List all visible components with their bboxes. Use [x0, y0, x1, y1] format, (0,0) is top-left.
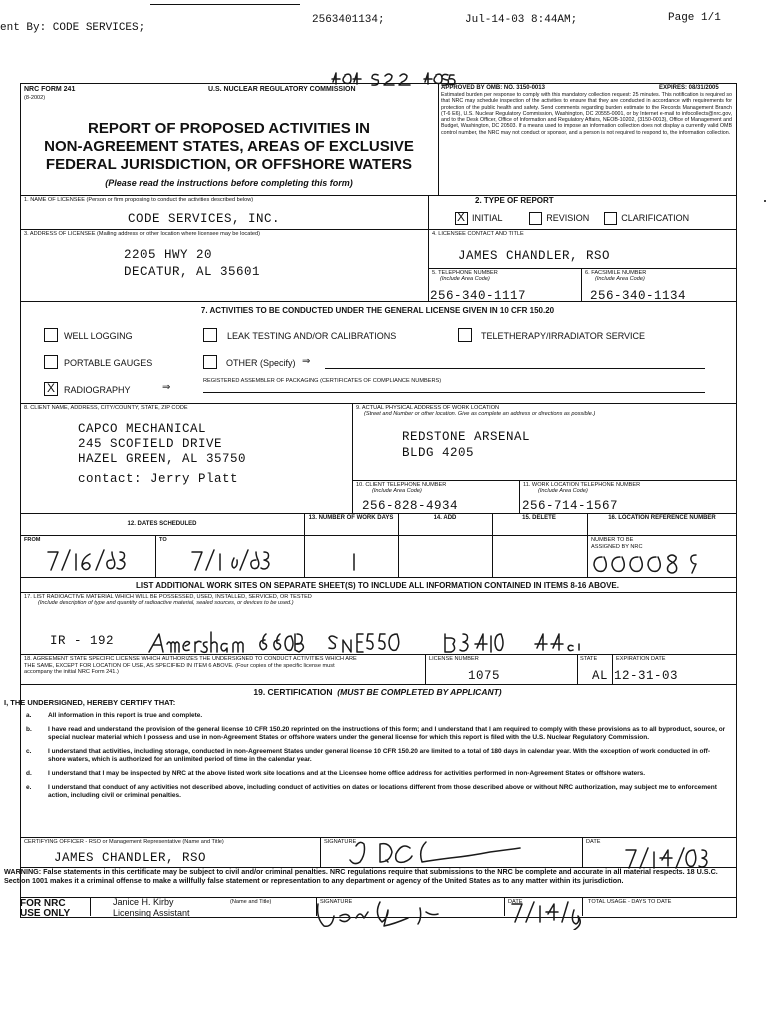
license-expiration: 12-31-03 [614, 669, 679, 683]
item1-label: 1. NAME OF LICENSEE (Person or firm proposing to conduct the activities described below) [24, 197, 254, 203]
handwritten-location-reference [592, 553, 712, 575]
client-city: HAZEL GREEN, AL 35750 [78, 452, 247, 466]
client-street: 245 SCOFIELD DRIVE [78, 437, 223, 451]
total-usage-label: TOTAL USAGE - DAYS TO DATE [588, 899, 672, 905]
handwritten-from-date [46, 548, 126, 574]
item7-label: 7. ACTIVITIES TO BE CONDUCTED UNDER THE GENERAL LICENSE GIVEN IN 10 CFR 150.20 [200, 306, 555, 315]
omb-approval: APPROVED BY OMB: NO. 3150-0013 [441, 85, 545, 91]
client-contact: contact: Jerry Platt [78, 472, 239, 486]
item10-label: 10. CLIENT TELEPHONE NUMBER [356, 482, 447, 488]
officer-signature [330, 838, 580, 870]
licensee-contact: JAMES CHANDLER, RSO [458, 249, 611, 263]
item5-label: 5. TELEPHONE NUMBER [432, 270, 498, 276]
licensee-name: CODE SERVICES, INC. [128, 212, 281, 226]
fax-sender: ent By: CODE SERVICES; [0, 22, 146, 34]
nrc-reviewer: Janice H. Kirby Licensing Assistant [113, 897, 190, 918]
leak-testing-checkbox[interactable] [203, 328, 217, 342]
item15-label: 15. DELETE [522, 515, 556, 521]
teletherapy-checkbox[interactable] [458, 328, 472, 342]
agency-name: U.S. NUCLEAR REGULATORY COMMISSION [208, 86, 356, 93]
certifying-officer-name: JAMES CHANDLER, RSO [54, 851, 207, 865]
certification-statements: a. All information in this report is true and complete. b. I have read and understand the provision of the general license 10 CFR 150.20 reprinted on the instructions of this form; and I understand that I am required to comply with these provisions as to all byproduct, source, or special nuclear material which I possess and use in non-Agreement States or offshore waters under the general license for which this report is filed with the U.S. Nuclear Regulatory Commission. c. I understand that activities, including storage, conducted in non-Agreement States under general license 10 CFR 150.20 are limited to a total of 180 days in calendar year. With the exception of work conducted in off-shore waters, which is authorized for an unlimited period of time in the calendar year. d. I understand that I may be inspected by NRC at the above listed work site locations and at the Licensee home office address for activities performed in non-Agreement States or offshore waters. e. I understand that conduct of any activities not described above, including conduct of activities on dates or locations different from those described above or without NRC authorization, may subject me to enforcement action, including civil or criminal penalties. [26, 712, 726, 799]
work-location-line1: REDSTONE ARSENAL [402, 430, 531, 444]
fax-page: Page 1/1 [668, 12, 721, 24]
form-instruction: (Please read the instructions before completing this form) [105, 178, 353, 188]
form-title: REPORT OF PROPOSED ACTIVITIES IN NON-AGREEMENT STATES, AREAS OF EXCLUSIVE FEDERAL JURISDICTION, OR OFFSHORE WATERS [44, 120, 414, 173]
handwritten-to-date [190, 548, 270, 574]
revision-checkbox[interactable] [529, 212, 542, 225]
item6-label: 6. FACSIMILE NUMBER [585, 270, 647, 276]
item8-label: 8. CLIENT NAME, ADDRESS, CITY/COUNTY, STATE, ZIP CODE [24, 405, 188, 411]
expiration-notice: EXPIRES: 08/31/2005 [659, 85, 719, 91]
item17-label: 17. LIST RADIOACTIVE MATERIAL WHICH WILL BE POSSESSED, USED, INSTALLED, SERVICED, OR TESTED [24, 594, 312, 600]
well-logging-checkbox[interactable] [44, 328, 58, 342]
item11-label: 11. WORK LOCATION TELEPHONE NUMBER [523, 482, 641, 488]
fax-datetime: Jul-14-03 8:44AM; [465, 14, 578, 26]
client-name: CAPCO MECHANICAL [78, 422, 207, 436]
license-state: AL [592, 669, 609, 683]
work-location-telephone: 256-714-1567 [522, 499, 619, 513]
warning-statement: WARNING: False statements in this certificate may be subject to civil and/or criminal penalties. NRC regulations require that submissions to the NRC be complete and accurate in all material respects. 18 U.S.C. Section 1001 makes it a criminal offense to make a willfully false statement or representation to any department or agency of the United States as to any matter within its jurisdiction. [4, 867, 718, 885]
item3-label: 3. ADDRESS OF LICENSEE (Mailing address or other location where licensee may be located) [24, 231, 260, 237]
item12-label: 12. DATES SCHEDULED [127, 521, 197, 527]
item13-label: 13. NUMBER OF WORK DAYS [308, 515, 394, 521]
item9-label: 9. ACTUAL PHYSICAL ADDRESS OF WORK LOCATION [356, 405, 500, 411]
portable-gauges-checkbox[interactable] [44, 355, 58, 369]
nrc-use-only-label: FOR NRC USE ONLY [20, 898, 71, 919]
list-additional-note: LIST ADDITIONAL WORK SITES ON SEPARATE SHEET(S) TO INCLUDE ALL INFORMATION CONTAINED IN ITEMS 8-16 ABOVE. [136, 581, 619, 590]
licensee-address-line2: DECATUR, AL 35601 [124, 265, 261, 279]
radioactive-material-typed: IR - 192 [50, 634, 115, 648]
nrc-signature [300, 898, 500, 932]
initial-checkbox[interactable]: X [455, 212, 468, 225]
license-number: 1075 [468, 669, 501, 683]
scan-speck [764, 200, 766, 202]
item16-label: 16. LOCATION REFERENCE NUMBER [608, 515, 716, 521]
burden-statement: Estimated burden per response to comply with this mandatory collection request: 25 minutes. This notification is required so that NRC may schedule inspection of the activities to ensure that they are conducted in accordance with requirements for protection of the public health and safety. Send comments regarding burden estimate to the Records Management Branch (T-6 E6), U.S. Nuclear Regulatory Commission, Washington, DC 20555-0001, or by Internet e-mail to infocollects@nrc.gov, and to the Desk Officer, Office of Information and Regulatory Affairs, NEOB-10202, (3150-0013), Office of Management and Budget, Washington, DC 20503. If a means used to impose an information collection does not display a currently valid OMB control number, the NRC may not conduct or sponsor, and a person is not required to respond to, the information collection. [441, 92, 732, 136]
item2-label: 2. TYPE OF REPORT [475, 196, 554, 205]
licensee-address-line1: 2205 HWY 20 [124, 248, 213, 262]
other-specify-line [325, 368, 705, 369]
certification-intro: I, THE UNDERSIGNED, HEREBY CERTIFY THAT: [4, 698, 176, 707]
clarification-checkbox[interactable] [604, 212, 617, 225]
fax-top-rule [150, 4, 300, 5]
work-location-line2: BLDG 4205 [402, 446, 475, 460]
certifying-officer-label: CERTIFYING OFFICER - RSO or Management Representative (Name and Title) [24, 839, 224, 845]
radiography-checkbox[interactable]: X [44, 382, 58, 396]
arrow-icon: ⇒ [162, 382, 171, 393]
arrow-icon: ⇒ [302, 356, 311, 367]
nrc-review-date [510, 900, 584, 930]
form-revision: (8-2002) [24, 95, 46, 101]
licensee-fax: 256-340-1134 [590, 289, 687, 303]
registered-assembler-label: REGISTERED ASSEMBLER OF PACKAGING (CERTIFICATES OF COMPLIANCE NUMBERS) [203, 378, 442, 384]
fax-number: 2563401134; [312, 14, 385, 26]
handwritten-work-days [350, 552, 360, 572]
item19-heading: 19. CERTIFICATION (MUST BE COMPLETED BY APPLICANT) [253, 687, 502, 697]
item14-label: 14. ADD [433, 515, 457, 521]
other-checkbox[interactable] [203, 355, 217, 369]
report-type-options: X INITIAL REVISION CLARIFICATION [457, 210, 690, 224]
client-telephone: 256-828-4934 [362, 499, 459, 513]
item4-label: 4. LICENSEE CONTACT AND TITLE [432, 231, 524, 237]
form-number: NRC FORM 241 [24, 86, 76, 93]
item18-label: 18. AGREEMENT STATE SPECIFIC LICENSE WHICH AUTHORIZES THE UNDERSIGNED TO CONDUCT ACTIVITIES WHICH ARE THE SAME, EXCEPT FOR LOCATION OF USE, AS SPECIFIED IN ITEM 6 ABOVE. (Four copies of the specific license must accompany the initial NRC Form 241.) [24, 656, 357, 675]
licensee-telephone: 256-340-1117 [430, 289, 527, 303]
